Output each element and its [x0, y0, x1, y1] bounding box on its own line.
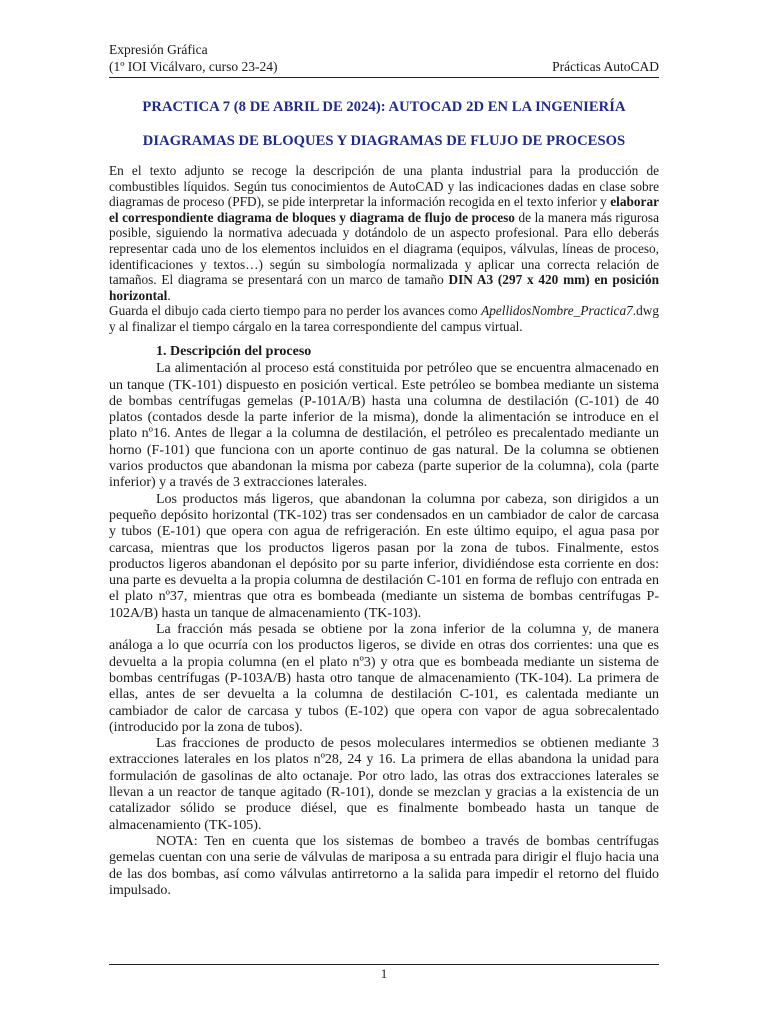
intro-text: Guarda el dibujo cada cierto tiempo para no perder los avances como: [109, 303, 482, 319]
header-row: [109, 58, 659, 75]
section-heading: 1. Descripción del proceso: [156, 344, 312, 359]
header-course: Expresión Gráfica: [109, 42, 208, 57]
footer-divider: [109, 964, 659, 965]
header-right: Prácticas AutoCAD: [552, 59, 659, 74]
header-divider: [109, 77, 659, 78]
intro-bold-task: elaborar el correspondiente diagrama de bloques y diagrama de flujo de proceso: [109, 194, 659, 225]
practice-title: PRACTICA 7 (8 DE ABRIL DE 2024): AUTOCAD 2D EN LA INGENIERÍA: [142, 99, 626, 115]
page-header: [109, 41, 659, 75]
body-paragraph: La alimentación al proceso está constituida por petróleo que se encuentra almacenado en un tanque (TK-101) dispuesto en posición vertical. Este petróleo se bombea mediante un sistema de bombas centrífugas gemelas (P-101A/B) hasta una columna de destilación (C-101) de 40 platos (contados desde la parte inferior de la misma), donde la alimentación se introduce en el plato nº16. Antes de llegar a la columna de destilación, el petróleo es precalentado mediante un horno (F-101) que funciona con un aporte continuo de gas natural. De la columna se obtienen varios productos que abandonan la misma por cabeza (parte superior de la columna), cola (parte inferior) y a través de 3 extracciones laterales.: [109, 361, 659, 491]
body-paragraph: Los productos más ligeros, que abandonan la columna por cabeza, son dirigidos a un pequeño depósito horizontal (TK-102) tras ser condensados en un cambiador de calor de carcasa y tubos (E-101) que opera con agua de refrigeración. En este último equipo, el agua pasa por carcasa, mientras que los productos ligeros pasan por la zona de tubos. Finalmente, estos productos ligeros abandonan el depósito por su parte inferior, dividiéndose esta corriente en dos: una parte es devuelta a la propia columna de destilación C-101 en forma de reflujo con entrada en el plato nº37, mientras que otra es bombeada (mediante un sistema de bombas centrífugas P-102A/B) hasta un tanque de almacenamiento (TK-103).: [109, 491, 659, 621]
body-paragraph: Las fracciones de producto de pesos moleculares intermedios se obtienen mediante 3 extracciones laterales en los platos nº28, 24 y 16. La primera de ellas abandona la unidad para formulación de gasolinas de alto octanaje. Por otro lado, las otras dos extracciones laterales se llevan a un reactor de tanque agitado (R-101), donde se mezclan y gracias a la existencia de un catalizador sólido se produce diésel, que es finalmente bombeado hasta un tanque de almacenamiento (TK-105).: [109, 736, 659, 833]
intro-paragraph-1: [109, 163, 659, 303]
body-paragraph-note: NOTA: Ten en cuenta que los sistemas de bombeo a través de bombas centrífugas gemelas cuentan con una serie de válvulas de mariposa a su entrada para dirigir el flujo hacia una de las dos bombas, así como válvulas antirretorno a la salida para impedir el retorno del fluido impulsado.: [109, 833, 659, 898]
section-process-description: [109, 344, 659, 899]
intro-paragraph-2: [109, 303, 659, 334]
intro-text: En el texto adjunto se recoge la descripción de una planta industrial para la producción de combustibles líquidos. Según tus conocimientos de AutoCAD y las indicaciones dadas en clase sobre diagramas de proceso (PFD), se pide interpretar la información recogida en el texto inferior y: [109, 163, 659, 210]
intro-filename: ApellidosNombre_Practica7: [481, 303, 633, 319]
body-paragraph: La fracción más pesada se obtiene por la zona inferior de la columna y, de manera análoga a lo que ocurría con los productos ligeros, se divide en otras dos corrientes: una que es devuelta a la propia columna (en el plato nº3) y otra que es bombeada mediante un sistema de bombas centrífugas (P-103A/B) hasta otro tanque de almacenamiento (TK-104). La primera de ellas, antes de ser devuelta a la columna de destilación C-101, es calentada mediante un cambiador de calor de carcasa y tubos (E-102) que opera con vapor de agua sobrecalentado (introducido por la zona de tubos).: [109, 622, 659, 735]
intro-block: [109, 163, 659, 335]
header-group: (1º IOI Vicálvaro, curso 23-24): [109, 59, 278, 74]
intro-text: .dwg y al finalizar el tiempo cárgalo en la tarea correspondiente del campus virtual.: [109, 303, 659, 334]
intro-text: de la manera más rigurosa posible, siguiendo la normativa adecuada y dotándolo de un aspecto profesional. Para ello deberás representar cada uno de los elementos incluidos en el diagrama (equipos, válvulas, líneas de proceso, identificaciones y textos…) según su simbología normalizada y aplicar una correcta relación de tamaños. El diagrama se presentará con un marco de tamaño: [109, 209, 659, 288]
intro-text: .: [167, 287, 171, 303]
page-number: 1: [380, 966, 388, 981]
intro-bold-format: DIN A3 (297 x 420 mm) en posición horizontal: [109, 272, 659, 303]
practice-subtitle: DIAGRAMAS DE BLOQUES Y DIAGRAMAS DE FLUJO DE PROCESOS: [142, 133, 626, 149]
